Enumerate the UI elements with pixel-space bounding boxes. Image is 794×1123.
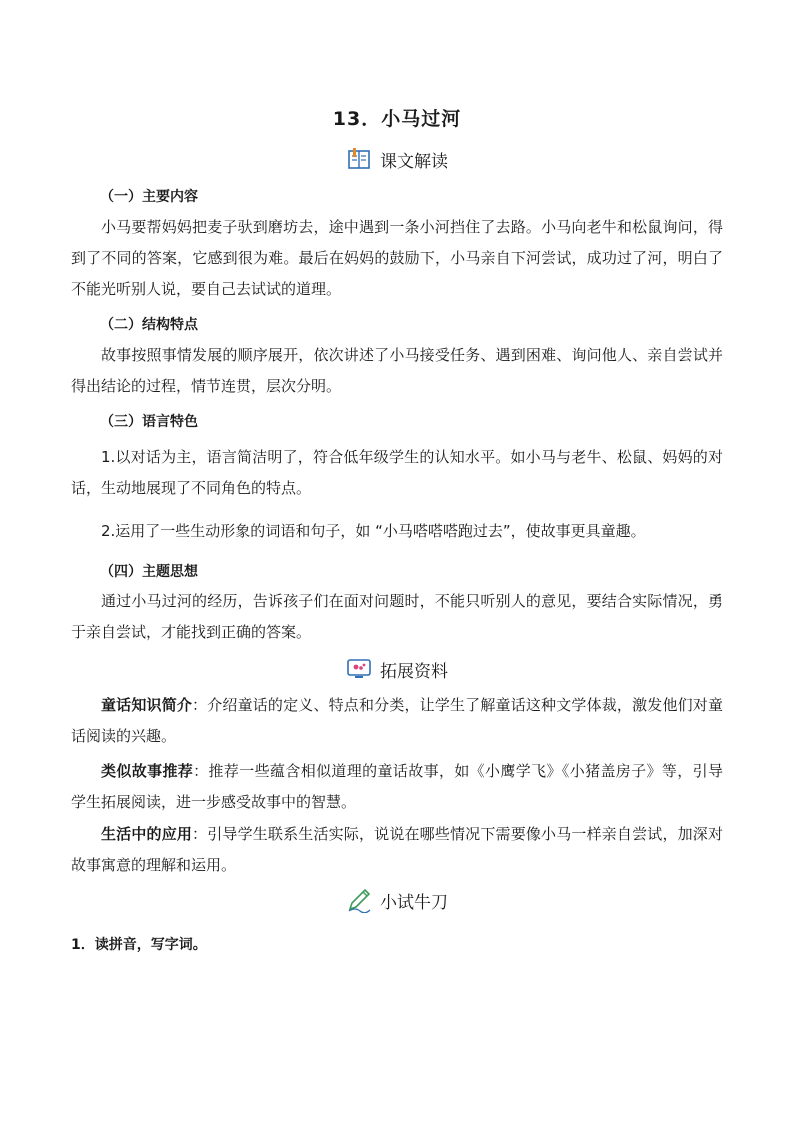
section-heading-practice [0,887,794,913]
label-similar-stories: 类似故事推荐 [101,762,194,780]
paragraph-fairy-tale-intro [71,690,723,752]
pen-icon [346,887,372,913]
text-fairy-tale-intro: ：介绍童话的定义、特点和分类，让学生了解童话这种文学体裁，激发他们对童话阅读的兴趣。 [71,696,723,745]
subheading-main-content: （一）主要内容 [100,189,198,205]
paragraph-theme: 通过小马过河的经历，告诉孩子们在面对问题时，不能只听别人的意见，要结合实际情况，勇于亲自尝试，才能找到正确的答案。 [71,592,723,641]
paragraph-language-2: 2.运用了一些生动形象的词语和句子，如 “小马嗒嗒嗒跑过去”，使故事更具童趣。 [101,522,646,540]
paragraph-similar-stories [71,756,723,818]
label-fairy-tale-intro: 童话知识简介 [101,696,193,714]
section-heading-text: 课文解读 [380,151,448,172]
subheading-structure: （二）结构特点 [100,317,198,333]
section-heading-reading [0,146,794,172]
paragraph-language-1: 1.以对话为主，语言简洁明了，符合低年级学生的认知水平。如小马与老牛、松鼠、妈妈的对话，生动地展现了不同角色的特点。 [71,448,723,497]
section-heading-text: 拓展资料 [380,661,448,682]
monitor-icon [346,656,372,682]
subheading-theme: （四）主题思想 [100,564,198,580]
paragraph-life-application [71,819,723,881]
section-heading-extension [0,656,794,682]
label-life-application: 生活中的应用 [101,825,193,843]
paragraph-structure: 故事按照事情发展的顺序展开，依次讲述了小马接受任务、遇到困难、询问他人、亲自尝试并得出结论的过程，情节连贯，层次分明。 [71,346,723,395]
text-similar-stories: ：推荐一些蕴含相似道理的童话故事，如《小鹰学飞》《小猪盖房子》等，引导学生拓展阅读，进一步感受故事中的智慧。 [71,762,723,811]
subheading-language: （三）语言特色 [100,414,198,430]
section-heading-text: 小试牛刀 [380,892,448,913]
paragraph-main-content: 小马要帮妈妈把麦子驮到磨坊去，途中遇到一条小河挡住了去路。小马向老牛和松鼠询问，得到了不同的答案，它感到很为难。最后在妈妈的鼓励下，小马亲自下河尝试，成功过了河，明白了不能光听别人说，要自己去试试的道理。 [71,218,723,298]
page-title: 13．小马过河 [332,108,462,130]
question-1: 1．读拼音，写字词。 [71,937,207,953]
text-life-application: ：引导学生联系生活实际，说说在哪些情况下需要像小马一样亲自尝试，加深对故事寓意的理解和运用。 [71,825,723,874]
book-icon [346,146,372,172]
